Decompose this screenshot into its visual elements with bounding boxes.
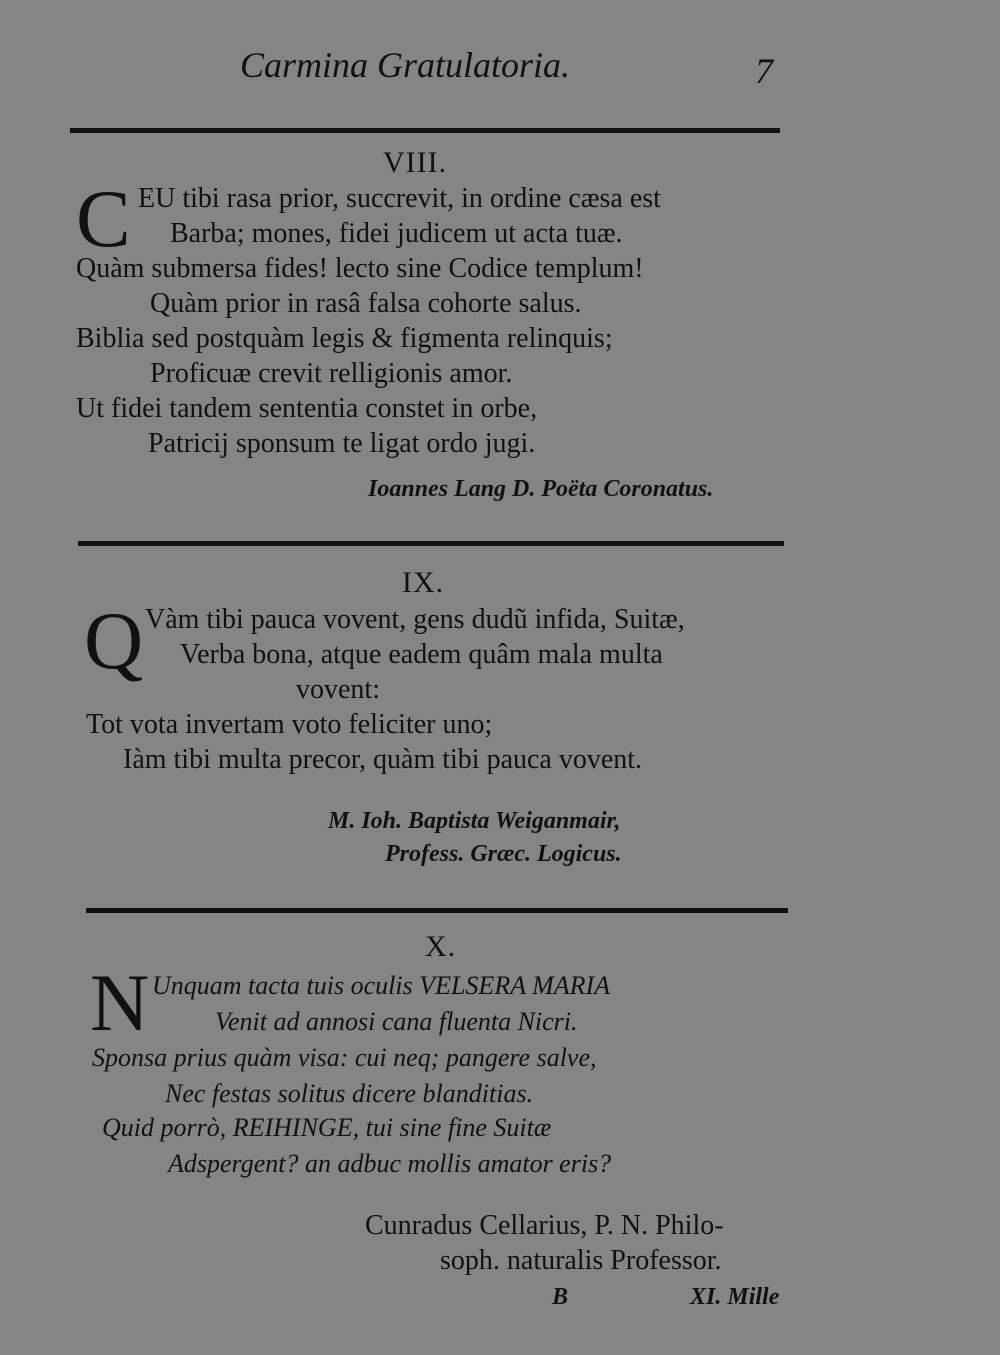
poem-number: X. [425, 930, 457, 963]
catchword: XI. Mille [690, 1284, 780, 1310]
drop-cap: C [76, 173, 131, 264]
poem-number: IX. [402, 566, 445, 599]
verse-line: Vàm tibi pauca vovent, gens dudũ infida, Suitæ, [145, 604, 685, 635]
verse-line: Iàm tibi multa precor, quàm tibi pauca vovent. [123, 744, 643, 775]
verse-line: Quid porrò, REIHINGE, tui sine fine Suitæ [102, 1113, 552, 1142]
author-title: soph. naturalis Professor. [440, 1245, 722, 1276]
author-title: Profess. Græc. Logicus. [385, 841, 622, 867]
verse-line: Tot vota invertam voto feliciter uno; [86, 709, 493, 740]
signature-mark: B [552, 1284, 569, 1310]
verse-line: Proficuæ crevit relligionis amor. [150, 358, 513, 389]
verse-line: Adspergent? an adbuc mollis amator eris? [168, 1149, 612, 1178]
author-signature: M. Ioh. Baptista Weiganmair, [328, 808, 621, 834]
verse-line: Quàm prior in rasâ falsa cohorte salus. [150, 288, 582, 319]
drop-cap: N [90, 957, 150, 1048]
author-signature: Cunradus Cellarius, P. N. Philo- [365, 1210, 724, 1241]
verse-line: Sponsa prius quàm visa: cui neq; pangere salve, [92, 1043, 597, 1072]
verse-line: Venit ad annosi cana fluenta Nicri. [215, 1007, 578, 1036]
verse-line: Quàm submersa fides! lecto sine Codice templum! [76, 253, 644, 284]
page-number: 7 [755, 51, 773, 91]
drop-cap: Q [84, 595, 144, 686]
divider-rule [78, 541, 784, 546]
verse-line: vovent: [296, 674, 380, 705]
verse-line: Biblia sed postquàm legis & figmenta relinquis; [76, 323, 613, 354]
poem-number: VIII. [383, 146, 448, 179]
author-signature: Ioannes Lang D. Poëta Coronatus. [368, 476, 714, 502]
verse-line: EU tibi rasa prior, succrevit, in ordine cæsa est [138, 183, 661, 214]
divider-rule [70, 128, 780, 133]
divider-rule [86, 908, 788, 913]
verse-line: Patricij sponsum te ligat ordo jugi. [148, 428, 536, 459]
verse-line: Unquam tacta tuis oculis VELSERA MARIA [152, 971, 611, 1000]
verse-line: Nec festas solitus dicere blanditias. [165, 1079, 534, 1108]
verse-line: Verba bona, atque eadem quâm mala multa [180, 639, 663, 670]
verse-line: Ut fidei tandem sententia constet in orbe, [76, 393, 538, 424]
verse-line: Barba; mones, fidei judicem ut acta tuæ. [170, 218, 623, 249]
running-header: Carmina Gratulatoria. [240, 45, 571, 85]
